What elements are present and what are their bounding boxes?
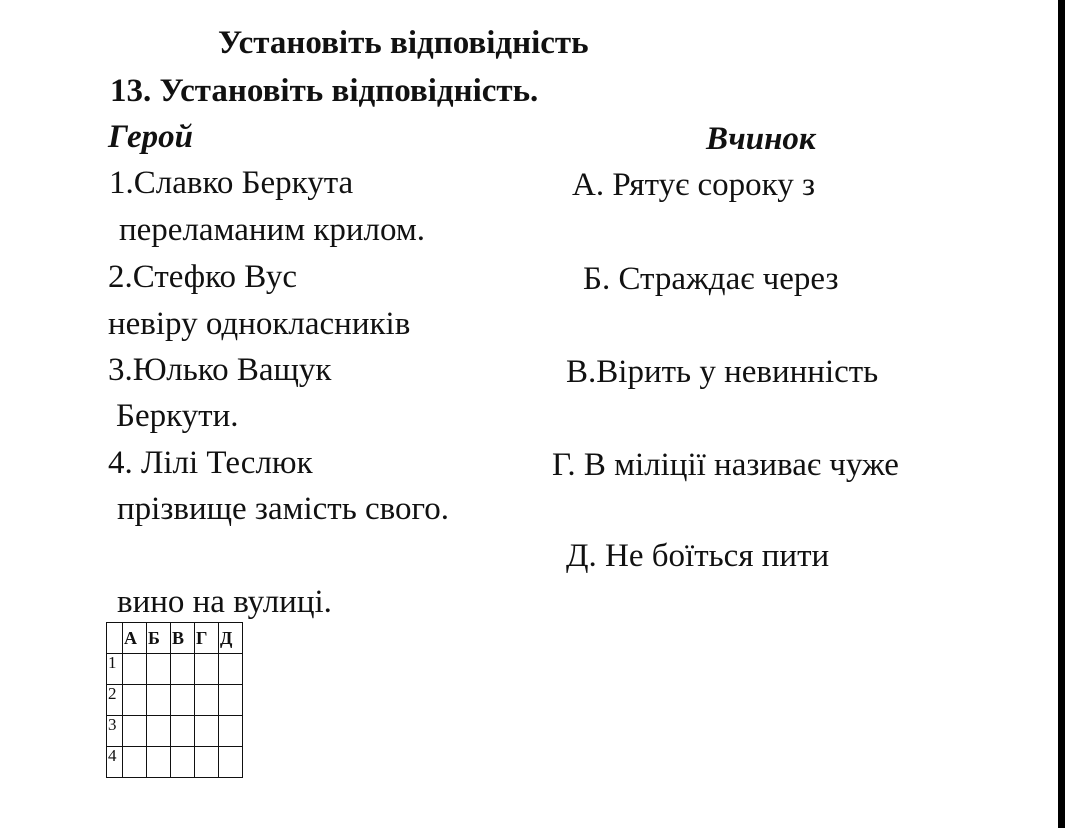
answer-grid-row	[107, 716, 243, 747]
page-heading: Установіть відповідність	[218, 25, 589, 61]
hero-2-continuation: невіру однокласників	[108, 306, 411, 342]
hero-1-continuation: переламаним крилом.	[119, 212, 425, 248]
answer-cell[interactable]	[219, 716, 243, 747]
hero-4-continuation: прізвище замість свого.	[117, 491, 449, 527]
answer-cell[interactable]	[123, 654, 147, 685]
answer-grid-row-label: 1	[107, 654, 123, 685]
answer-cell[interactable]	[123, 685, 147, 716]
hero-3: 3.Юлько Ващук	[108, 352, 332, 388]
answer-cell[interactable]	[123, 747, 147, 778]
answer-grid	[106, 622, 243, 778]
answer-cell[interactable]	[171, 654, 195, 685]
deed-c: В.Вірить у невинність	[566, 354, 879, 390]
answer-cell[interactable]	[147, 685, 171, 716]
answer-grid-row-label: 3	[107, 716, 123, 747]
answer-cell[interactable]	[195, 654, 219, 685]
question-title: 13. Установіть відповідність.	[110, 73, 539, 109]
hero-2: 2.Стефко Вус	[108, 259, 298, 295]
answer-grid-row-label: 2	[107, 685, 123, 716]
answer-cell[interactable]	[219, 747, 243, 778]
hero-1: 1.Славко Беркута	[109, 165, 354, 201]
answer-grid-row-label: 4	[107, 747, 123, 778]
answer-grid-corner	[107, 623, 123, 654]
answer-cell[interactable]	[219, 654, 243, 685]
answer-grid-row	[107, 654, 243, 685]
answer-cell[interactable]	[171, 747, 195, 778]
answer-grid-col-a: А	[123, 623, 147, 654]
column-header-deed: Вчинок	[706, 121, 816, 157]
answer-grid-col-b: Б	[147, 623, 171, 654]
page-right-border	[1058, 0, 1065, 828]
answer-grid-row	[107, 685, 243, 716]
answer-cell[interactable]	[195, 685, 219, 716]
hero-3-continuation: Беркути.	[116, 398, 239, 434]
deed-e-d-continuation: вино на вулиці.	[117, 584, 332, 620]
answer-grid-col-e: Д	[219, 623, 243, 654]
deed-a: А. Рятує сороку з	[572, 167, 816, 203]
answer-cell[interactable]	[147, 747, 171, 778]
answer-grid-col-d: Г	[195, 623, 219, 654]
answer-cell[interactable]	[147, 654, 171, 685]
answer-cell[interactable]	[171, 685, 195, 716]
answer-cell[interactable]	[195, 747, 219, 778]
answer-grid-header-row	[107, 623, 243, 654]
deed-d-g: Г. В міліції називає чуже	[552, 447, 899, 483]
hero-4: 4. Лілі Теслюк	[108, 445, 313, 481]
column-header-hero: Герой	[108, 119, 193, 155]
answer-cell[interactable]	[147, 716, 171, 747]
answer-grid-col-c: В	[171, 623, 195, 654]
answer-cell[interactable]	[171, 716, 195, 747]
answer-cell[interactable]	[123, 716, 147, 747]
answer-cell[interactable]	[219, 685, 243, 716]
deed-b: Б. Страждає через	[583, 261, 839, 297]
answer-cell[interactable]	[195, 716, 219, 747]
deed-e-d: Д. Не боїться пити	[566, 538, 830, 574]
answer-grid-row	[107, 747, 243, 778]
